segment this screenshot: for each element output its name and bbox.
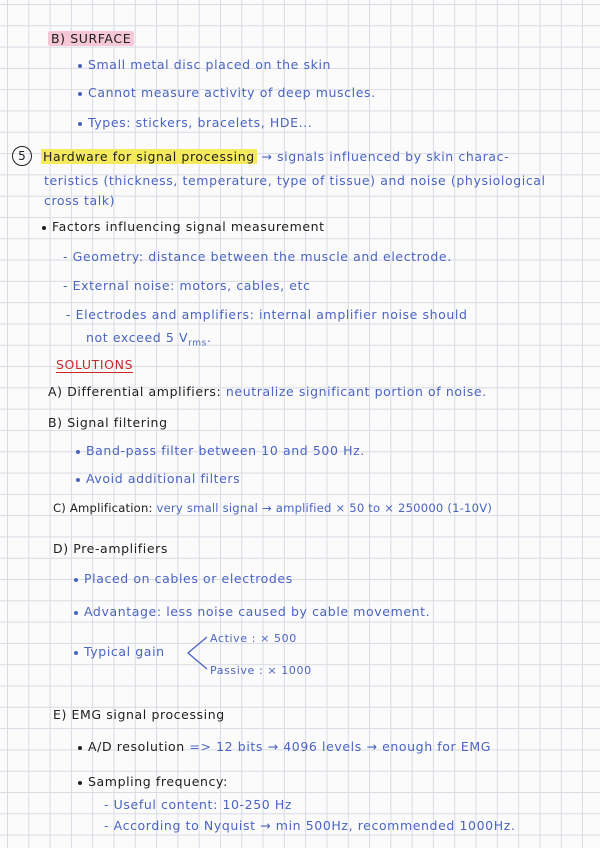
solutions-heading [56,357,133,373]
amplification-label: C) Amplification: [53,501,153,515]
bullet-dot [42,226,46,230]
bullet-dot [78,781,82,785]
amplification-line [53,500,492,516]
section5-line1-rest: → signals influenced by skin charac- [261,149,510,164]
ad-line [78,739,491,755]
surface-bullet-text: Cannot measure activity of deep muscles. [88,85,376,100]
diff-amp-line [48,384,487,400]
surface-heading [48,31,134,47]
preamp-item-text: Advantage: less noise caused by cable movement. [84,604,431,619]
factors-heading [42,219,325,235]
diff-amp-text: neutralize significant portion of noise. [225,384,487,399]
surface-bullet-text: Small metal disc placed on the skin [88,57,332,72]
factors-heading-text: Factors influencing signal measurement [52,219,325,234]
factor-item-2: - External noise: motors, cables, etc [63,278,311,293]
filter-item-2 [76,471,240,487]
factor-item-3-cont-text: not exceed 5 V [86,330,189,345]
filter-item-text: Avoid additional filters [86,471,241,486]
preamp-item-1 [74,571,293,587]
surface-bullet-2 [78,85,376,101]
preamp-item-2 [74,604,430,620]
bullet-dot [74,651,78,655]
bullet-dot [78,64,82,68]
factor-item-1: - Geometry: distance between the muscle and electrode. [63,249,452,264]
surface-bullet-3 [78,115,312,131]
unit-tail: . [206,330,212,345]
section5-title: Hardware for signal processing [43,149,255,164]
section5-line1 [41,149,509,165]
bullet-dot [78,122,82,126]
bullet-dot [78,92,82,96]
sampling-label-text: Sampling frequency: [88,774,228,789]
ad-label: A/D resolution [88,739,185,754]
diff-amp-label: A) Differential amplifiers: [48,384,222,399]
bullet-dot [78,746,82,750]
section5-line2: teristics (thickness, temperature, type of tissue) and noise (physiological [44,173,546,188]
filter-item-1 [76,443,365,459]
bullet-dot [74,578,78,582]
emg-label: E) EMG signal processing [53,707,225,722]
gain-label: Typical gain [84,644,165,659]
bullet-dot [76,478,80,482]
factor-item-3: - Electrodes and amplifiers: internal amplifier noise should [66,307,468,322]
rms-subscript: rms [188,338,207,349]
bullet-dot [74,611,78,615]
amplification-text: very small signal → amplified × 50 to × 250000 (1-10V) [156,501,493,515]
solutions-heading-text: SOLUTIONS [56,357,134,372]
surface-bullet-text: Types: stickers, bracelets, HDE... [88,115,313,130]
section-number: 5 [12,146,32,166]
filtering-label: B) Signal filtering [48,415,168,430]
sampling-label [78,774,228,790]
surface-heading-text: B) SURFACE [48,31,134,46]
gain-line [74,644,165,660]
filter-item-text: Band-pass filter between 10 and 500 Hz. [86,443,365,458]
gain-active: Active : × 500 [210,632,297,645]
brace-icon [185,634,209,672]
sampling-item-1: - Useful content: 10-250 Hz [104,797,293,812]
surface-bullet-1 [78,57,331,73]
preamp-label: D) Pre-amplifiers [53,541,168,556]
sampling-item-2: - According to Nyquist → min 500Hz, recommended 1000Hz. [104,818,516,833]
ad-text: => 12 bits → 4096 levels → enough for EMG [189,739,492,754]
gain-passive: Passive : × 1000 [210,664,312,677]
preamp-item-text: Placed on cables or electrodes [84,571,293,586]
bullet-dot [76,450,80,454]
section5-line3: cross talk) [44,193,116,208]
factor-item-3-cont [86,330,212,352]
